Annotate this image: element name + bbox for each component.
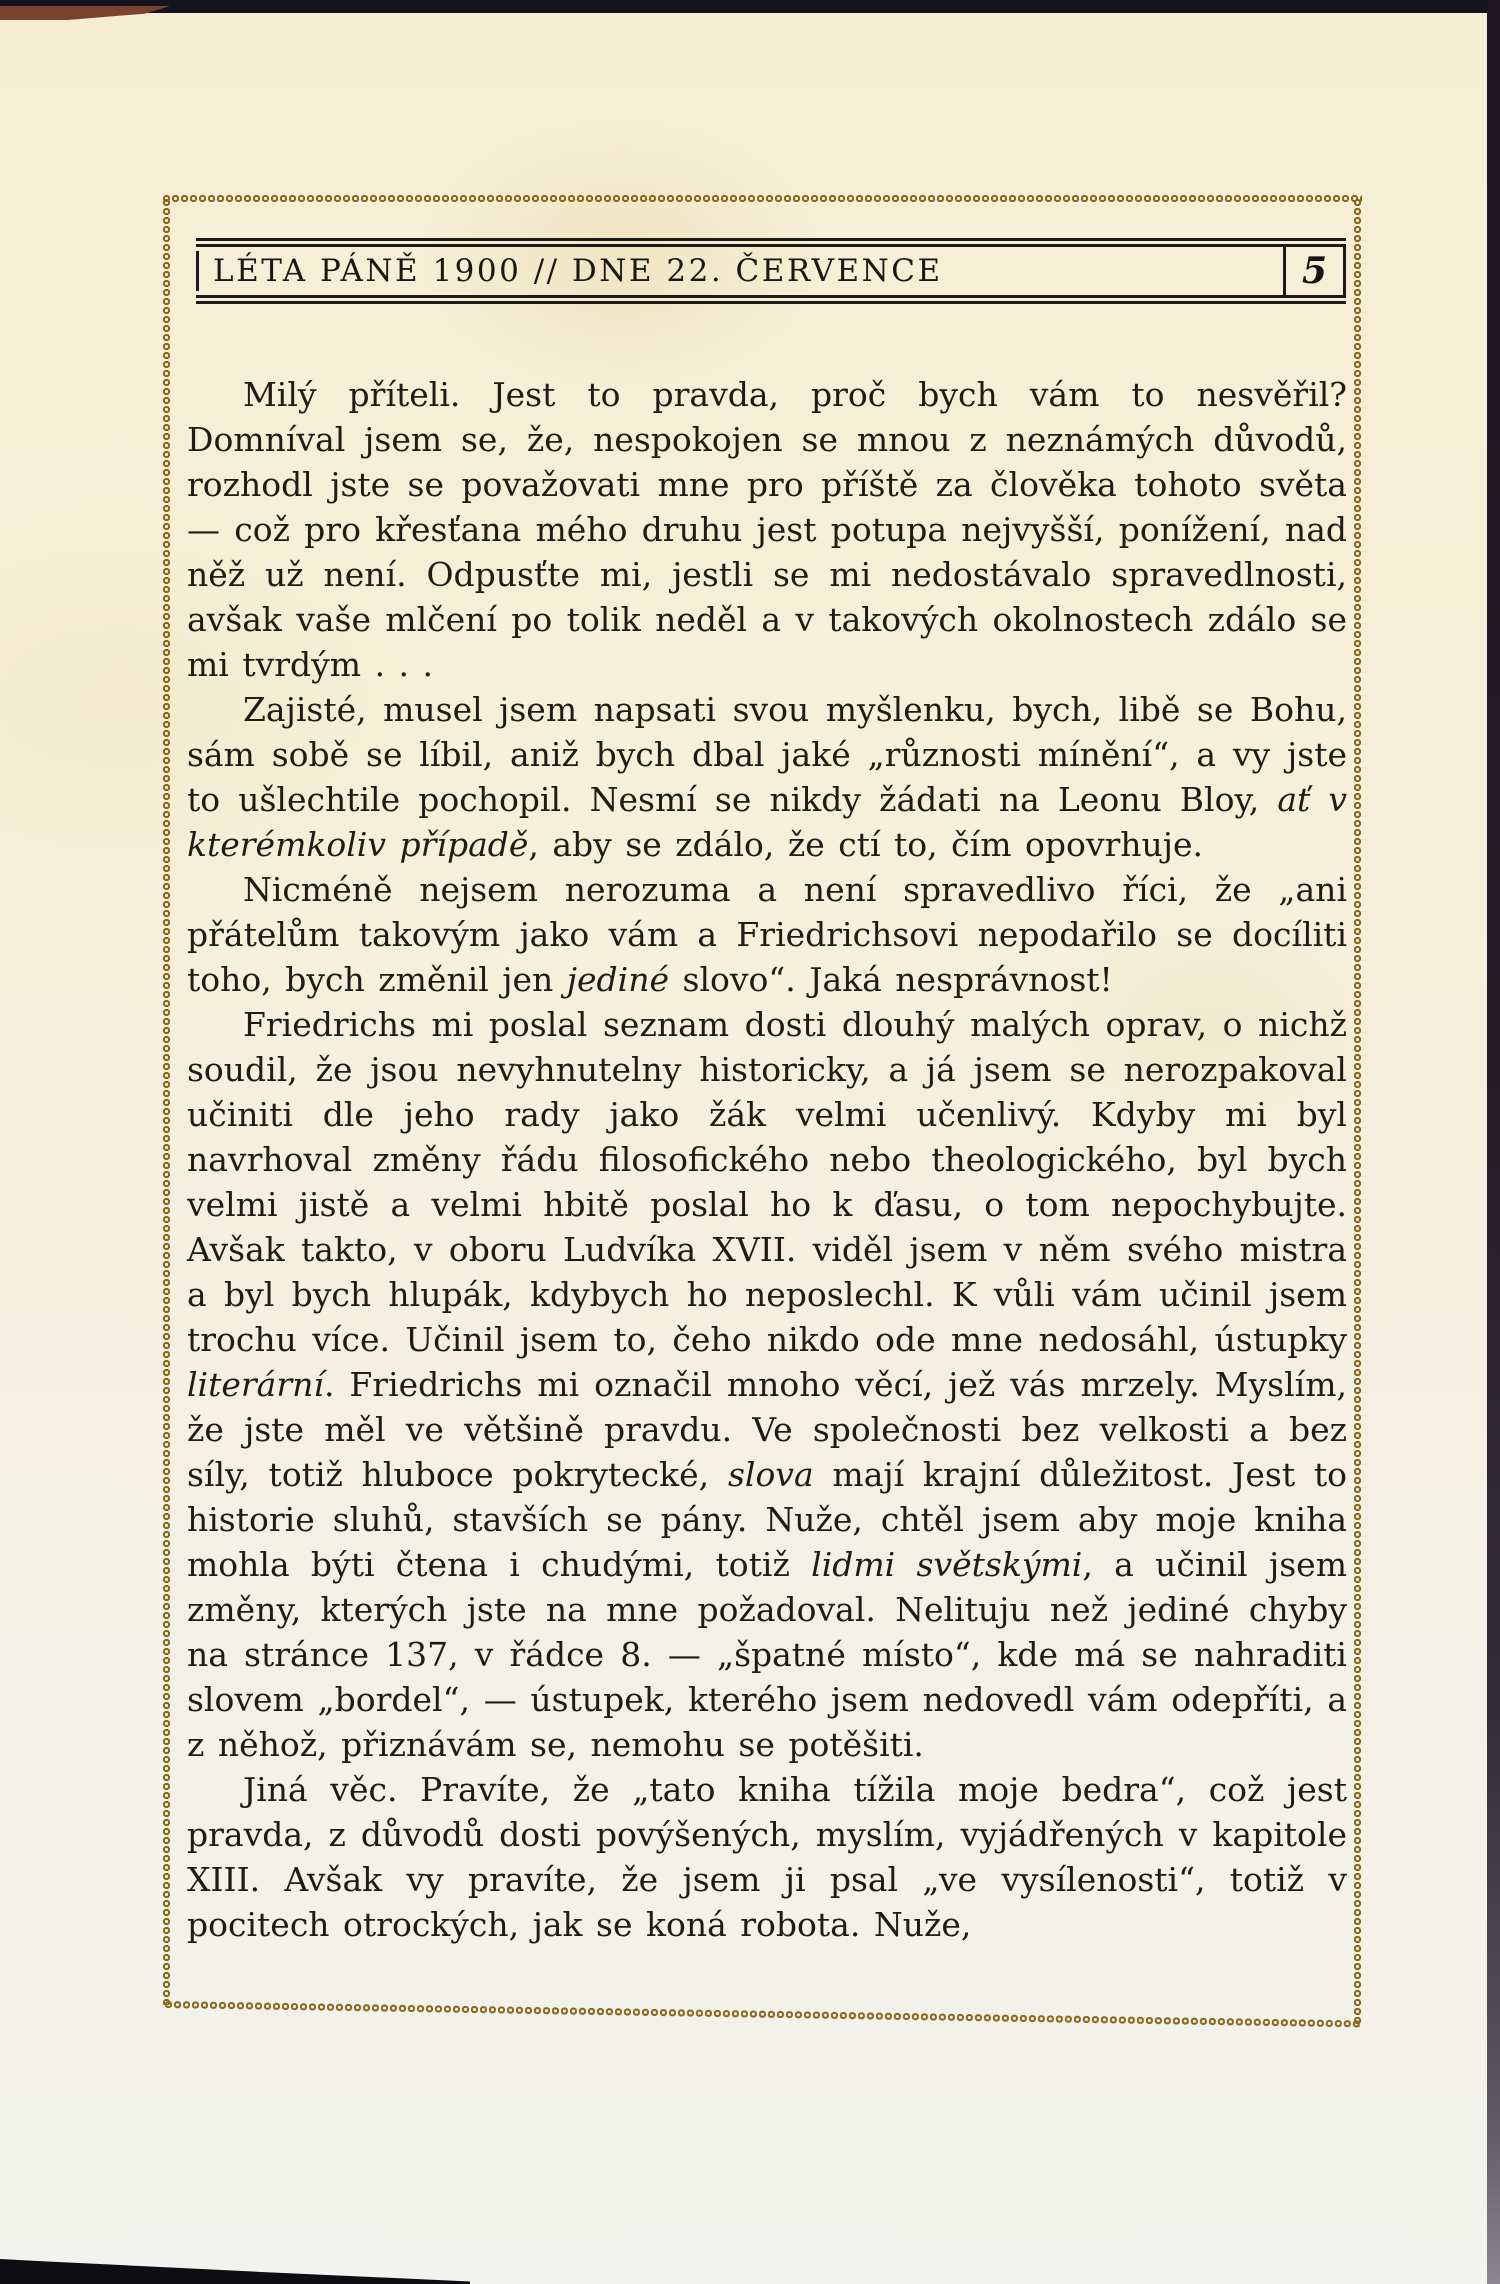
ornamental-border-left [162, 198, 171, 2005]
ornamental-border-right [1353, 198, 1362, 2027]
paragraph [187, 1002, 1347, 1767]
italic-run: ať v kterémkoliv případě [187, 780, 1347, 864]
text-run: Milý příteli. Jest to pravda, proč bych vám to nesvěřil? Domníval jsem se, že, nespokojen se mnou z neznámých důvodů, rozhodl jste se považovati mne pro příště za člověka tohoto světa — což pro křesťana mého druhu jest potupa nejvyšší, ponížení, nad něž už není. Odpusťte mi, jestli se mi nedostávalo spravedlnosti, avšak vaše mlčení po tolik neděl a v takových okolnostech zdálo se mi tvrdým . . . [187, 375, 1347, 684]
italic-run: slova [727, 1455, 814, 1494]
text-run: Jiná věc. Pravíte, že „tato kniha tížila moje bedra“, což jest pravda, z důvodů dosti povýšených, myslím, vyjádřených v kapitole XIII. Avšak vy pravíte, že jsem ji psal „ve vysílenosti“, totiž v pocitech otrockých, jak se koná robota. Nuže, [187, 1770, 1347, 1944]
text-run: Nicméně nejsem nerozuma a není spravedlivo říci, že „ani přátelům takovým jako vám a Friedrichsovi nepodařilo se docíliti toho, bych změnil jen [187, 870, 1347, 999]
scan-bottom-left-edge-shadow [0, 2252, 470, 2284]
italic-run: jediné [566, 960, 670, 999]
ornamental-border-top [162, 194, 1362, 203]
text-run: Friedrichs mi poslal seznam dosti dlouhý malých oprav, o nichž soudil, že jsou nevyhnutelny historicky, a já jsem se nerozpakoval učiniti dle jeho rady jako žák velmi učenlivý. Kdyby mi byl navrhoval změny řádu filosofického nebo theologického, byl bych velmi jistě a velmi hbitě poslal ho k ďasu, o tom nepochybujte. Avšak takto, v oboru Ludvíka XVII. viděl jsem v něm svého mistra a byl bych hlupák, kdybych ho neposlechl. K vůli vám učinil jsem trochu více. Učinil jsem to, čeho nikdo ode mne nedosáhl, ústupky [187, 1005, 1347, 1359]
paragraph [187, 372, 1347, 687]
text-run: Zajisté, musel jsem napsati svou myšlenku, bych, libě se Bohu, sám sobě se líbil, aniž bych dbal jaké „různosti mínění“, a vy jste to ušlechtile pochopil. Nesmí se nikdy žádati na Leonu Bloy, [187, 690, 1347, 819]
text-run: . Friedrichs mi označil mnoho věcí, jež vás mrzely. Myslím, že jste měl ve většině pravdu. Ve společnosti bez velkosti a bez síly, totiž hluboce pokrytecké, [187, 1365, 1347, 1494]
paragraph [187, 1767, 1347, 1947]
text-block [187, 372, 1347, 1947]
text-run: mají krajní důležitost. Jest to historie sluhů, stavších se pány. Nuže, chtěl jsem aby moje kniha mohla býti čtena i chudými, totiž [187, 1455, 1347, 1584]
text-run: , a učinil jsem změny, kterých jste na mne požadoval. Nelituju než jediné chyby na stránce 137, v řádce 8. — „špatné místo“, kde má se nahraditi slovem „bordel“, — ústupek, kterého jsem nedovedl vám odepříti, a z něhož, přiznávám se, nemohu se potěšiti. [187, 1545, 1348, 1764]
paragraph [187, 687, 1347, 867]
text-run: slovo“. Jaká nesprávnost! [669, 960, 1113, 999]
italic-run: lidmi světskými [811, 1545, 1083, 1584]
paragraph [187, 867, 1347, 1002]
running-head [196, 238, 1346, 304]
ornamental-border-bottom [164, 2000, 1360, 2028]
scan-top-edge-shadow [0, 0, 1500, 13]
italic-run: literární [187, 1365, 324, 1404]
page-number: 5 [1283, 247, 1346, 295]
scan-top-left-binding-mark [0, 6, 170, 20]
text-run: , aby se zdálo, že ctí to, čím opovrhuje. [528, 825, 1204, 864]
scan-right-edge-shadow [1487, 0, 1500, 2284]
running-head-date: LÉTA PÁNĚ 1900 // DNE 22. ČERVENCE [196, 251, 953, 291]
